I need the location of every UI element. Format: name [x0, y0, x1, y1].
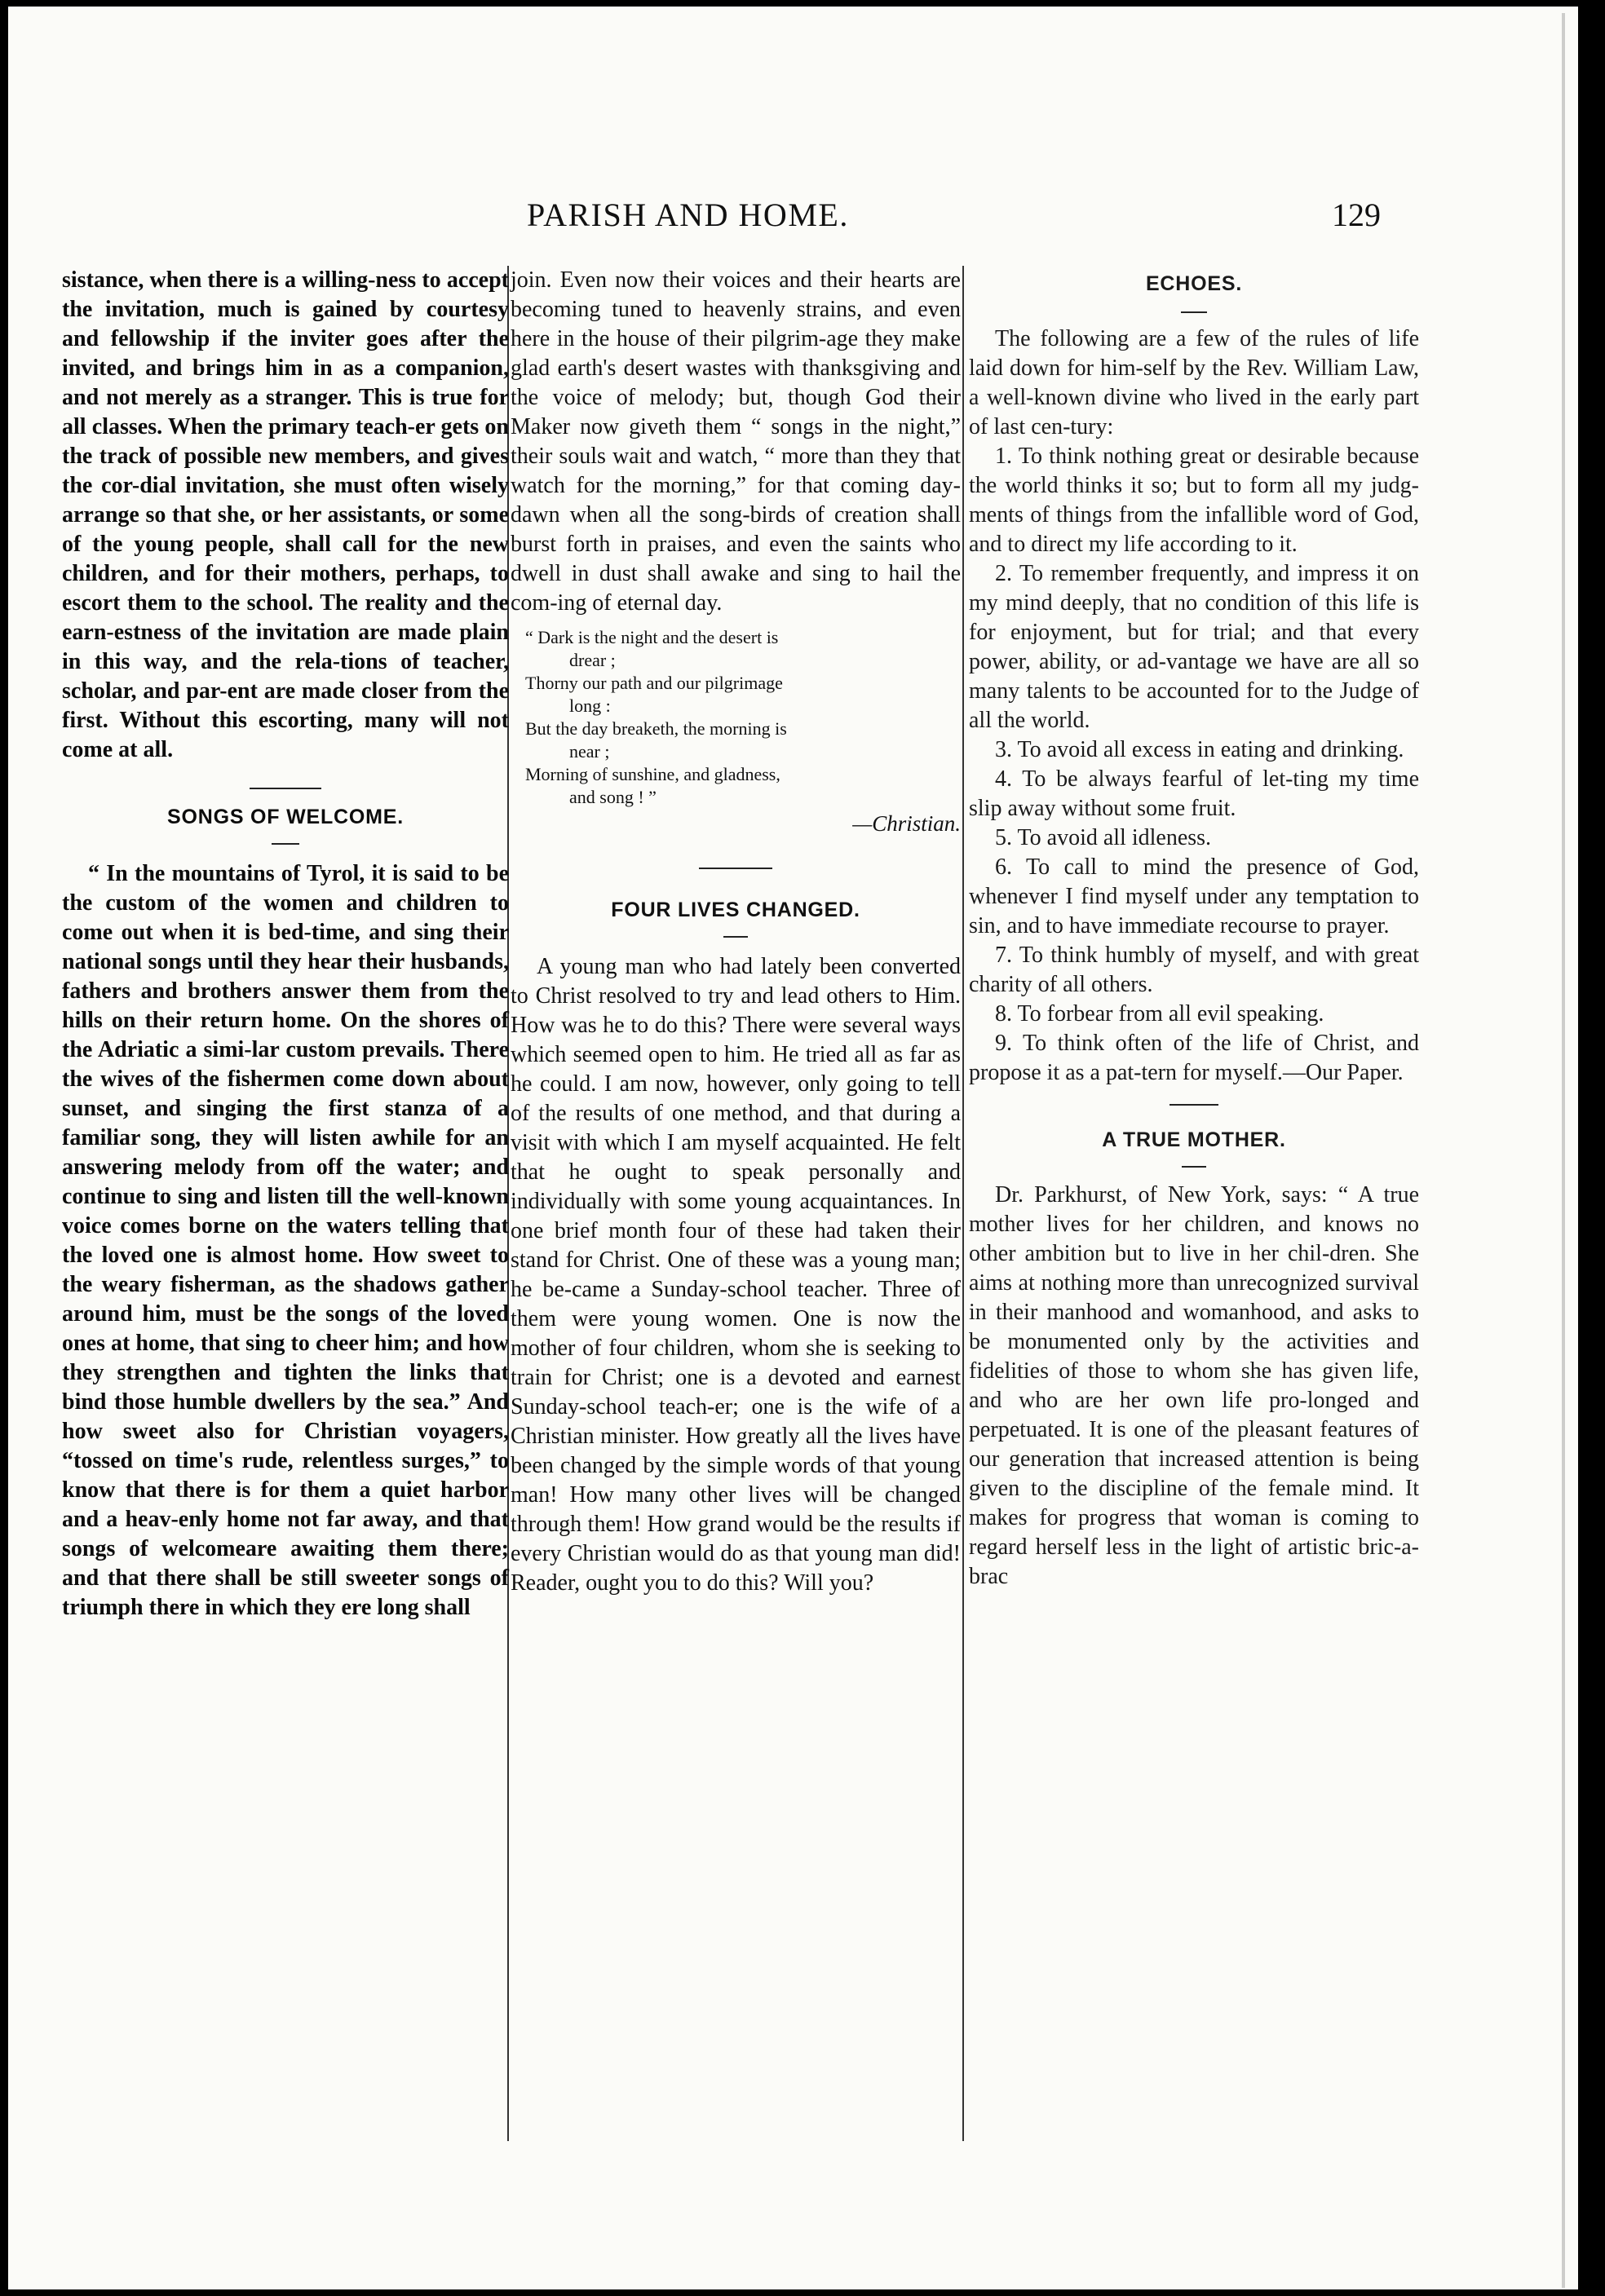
poem-quote: [525, 626, 961, 809]
poem-attribution: —Christian.: [852, 811, 961, 836]
rule-item: 3. To avoid all excess in eating and drinking.: [995, 737, 1404, 762]
true-mother-paragraph: Dr. Parkhurst, of New York, says: “ A true mother lives for her children, and knows no other ambition but to live in her chil-dren. She aims at nothing more than unrecognized survival in their manhood and womanhood, and asks to be monumented only by the activities and fidelities of those to whom she has given life, and who are her own life pro-longed and perpetuated. It is one of the pleasant features of our generation that increased attention is being given to the discipline of the female mind. It makes for progress that woman is coming to regard herself less in the light of artistic bric-a-brac: [969, 1182, 1419, 1589]
column-1: [62, 266, 509, 1623]
poem-line-continuation: near ;: [569, 741, 610, 762]
column-rule-right: [962, 266, 964, 2141]
newspaper-page: [8, 7, 1578, 2289]
column-2: [511, 266, 961, 1598]
poem-line: But the day breaketh, the morning is: [525, 718, 787, 739]
poem-line: “ Dark is the night and the desert is: [525, 627, 779, 647]
section-divider: [699, 868, 772, 869]
echoes-intro: The following are a few of the rules of life laid down for him-self by the Rev. William Law, a well-known divine who lived in the early part of last cen-tury:: [969, 326, 1419, 439]
rule-item: 7. To think humbly of myself, and with great charity of all others.: [969, 943, 1419, 997]
column-3: [969, 266, 1419, 1592]
heading-echoes: ECHOES.: [1145, 272, 1243, 295]
col1-body-paragraph: “ In the mountains of Tyrol, it is said to be the custom of the women and children to come out when it is bed-time, and sing their national songs until they hear their husbands, fathers and brothers answer them from the hills on their return home. On the shores of the Adriatic a simi-lar custom prevails. There the wives of the fishermen come down about sunset, and singing the first stanza of a familiar song, they will listen awhile for an answering melody from off the water; and continue to sing and listen till the well-known voice comes borne on the waters telling that the loved one is almost home. How sweet to the weary fisherman, as the shadows gather around him, must be the songs of the loved ones at home, that sing to cheer him; and how they strengthen and tighten the links that bind those humble dwellers by the sea.” And how sweet also for Christian voyagers, “tossed on time's rude, relentless surges,” to know that there is for them a quiet harbor and a heav-enly home not far away, and that songs of welcomeare awaiting them there; and that there shall be still sweeter songs of triumph there in which they ere long shall: [62, 861, 509, 1620]
poem-line-continuation: long :: [569, 695, 611, 716]
heading-divider: [1182, 1166, 1206, 1168]
rule-item: 8. To forbear from all evil speaking.: [995, 1001, 1324, 1027]
poem-line-continuation: drear ;: [569, 650, 616, 670]
poem-line-continuation: and song ! ”: [569, 787, 657, 807]
col2-body-paragraph: A young man who had lately been converted to Christ resolved to try and lead others to Him. How was he to do this? There were several ways which seemed open to him. He tried all as far as he could. I am now, however, only going to tell of the results of one method, and that during a visit with which I am myself acquainted. He felt that he ought to speak personally and individually with some young acquaintances. In one brief month four of these had taken their stand for Christ. One of these was a young man; he be-came a Sunday-school teacher. Three of them were young women. One is now the mother of four children, whom she is seeking to train for Christ; one is a devoted and earnest Sunday-school teach-er; one is the wife of a Christian minister. How greatly all the lives have been changed by the simple words of that young man! How many other lives will be changed through them! How grand would be the results if every Christian would do as that young man did! Reader, ought you to do this? Will you?: [511, 954, 961, 1596]
page-header: [8, 196, 1578, 245]
heading-divider: [723, 936, 748, 938]
poem-line: Morning of sunshine, and gladness,: [525, 764, 780, 784]
running-title: PARISH AND HOME.: [527, 196, 849, 233]
section-divider: [1169, 1104, 1218, 1106]
page-number: 129: [1332, 196, 1381, 233]
rule-item: 6. To call to mind the presence of God, whenever I find myself under any temptation to sin, and to have immediate recourse to prayer.: [969, 854, 1419, 938]
rule-item: 2. To remember frequently, and impress it on my mind deeply, that no condition of this life is for enjoyment, but for trial; and that every power, ability, or ad-vantage we have are all so many talents to be accounted for to the Judge of all the world.: [969, 561, 1419, 733]
rule-item: 9. To think often of the life of Christ, and propose it as a pat-tern for myself.—Our Paper.: [969, 1031, 1419, 1085]
poem-line: Thorny our path and our pilgrimage: [525, 673, 783, 693]
heading-four-lives-changed: FOUR LIVES CHANGED.: [611, 899, 860, 921]
col1-intro-paragraph: sistance, when there is a willing-ness to accept the invitation, much is gained by courtesy and fellowship if the inviter goes after the invited, and brings him in as a companion, and not merely as a stranger. This is true for all classes. When the primary teach-er gets on the track of possible new members, and gives the cor-dial invitation, she must often wisely arrange so that she, or her assistants, or some of the young people, shall call for the new children, and for their mothers, perhaps, to escort them to the school. The reality and the earn-estness of the invitation are made plain in this way, and the rela-tions of teacher, scholar, and par-ent are made closer from the first. Without this escorting, many will not come at all.: [62, 267, 509, 762]
heading-songs-of-welcome: SONGS OF WELCOME.: [167, 806, 404, 828]
section-divider: [250, 788, 321, 789]
heading-divider: [1181, 311, 1207, 313]
scan-edge: [1578, 0, 1605, 2296]
heading-divider: [272, 843, 299, 845]
col2-top-paragraph: join. Even now their voices and their hearts are becoming tuned to heavenly strains, and even here in the house of their pilgrim-age they make glad earth's desert wastes with thanksgiving and the voice of melody; but, though God their Maker now giveth them “ songs in the night,” their souls wait and watch, “ more than they that watch for the morning,” for that coming day-dawn when all the song-birds of creation shall burst forth in praises, and even the saints who dwell in dust shall awake and sing to hail the com-ing of eternal day.: [511, 267, 961, 616]
page-fold-shadow: [1562, 13, 1565, 2288]
rule-item: 1. To think nothing great or desirable because the world thinks it so; but to form all my judg-ments of things from the infallible word of God, and to direct my life according to it.: [969, 444, 1419, 557]
heading-a-true-mother: A TRUE MOTHER.: [1102, 1128, 1286, 1151]
rule-item: 5. To avoid all idleness.: [995, 825, 1212, 850]
rule-item: 4. To be always fearful of let-ting my time slip away without some fruit.: [969, 766, 1419, 821]
